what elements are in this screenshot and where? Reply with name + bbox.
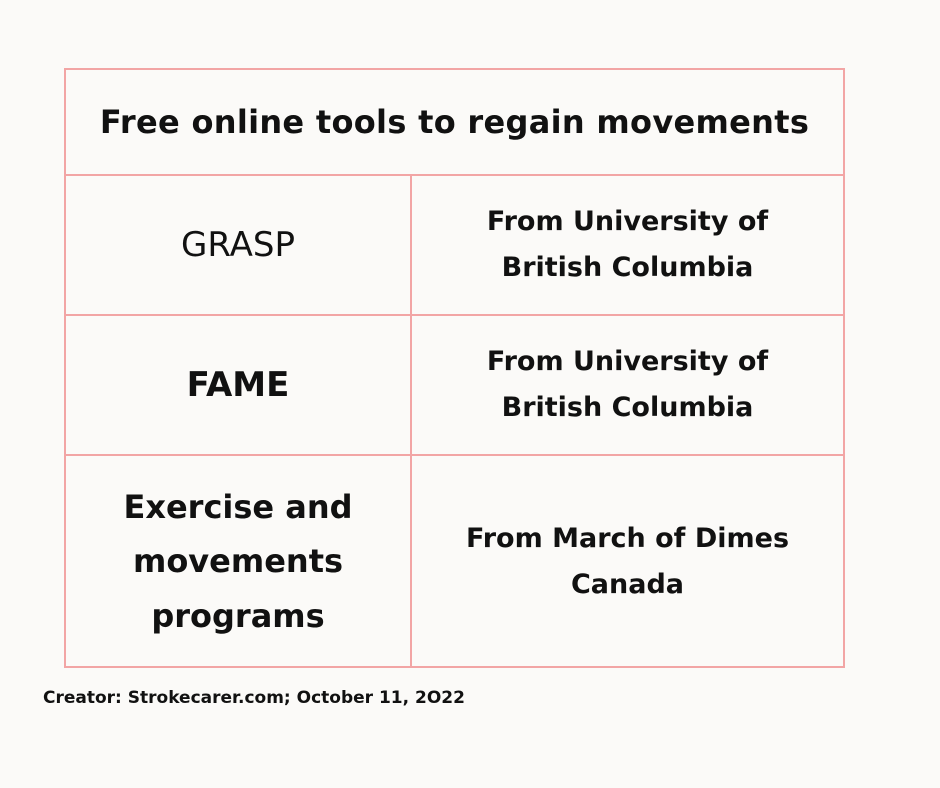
tool-name-cell (66, 315, 411, 455)
table-row (66, 315, 843, 455)
tools-table-container (64, 68, 845, 668)
tool-name-cell (66, 175, 411, 315)
creator-credit: Creator: Strokecarer.com; October 11, 2O22 (43, 688, 465, 708)
tool-name-cell (66, 455, 411, 667)
tools-table (66, 70, 843, 667)
source-line: British Columbia (501, 392, 754, 423)
table-title: Free online tools to regain movements (66, 70, 843, 175)
source-line: British Columbia (501, 252, 754, 283)
table-row (66, 175, 843, 315)
source-line: From University of (486, 206, 769, 238)
source-line: From March of Dimes (465, 522, 790, 554)
source-cell (411, 315, 843, 455)
source-cell (411, 175, 843, 315)
source-line: From University of (486, 346, 769, 378)
tool-name: FAME (186, 364, 290, 405)
table-row (66, 455, 843, 667)
tool-name-line: Exercise and (123, 487, 353, 526)
source-cell (411, 455, 843, 667)
tool-name: GRASP (181, 224, 295, 265)
source-line: Canada (570, 568, 685, 600)
tool-name-line: movements (132, 542, 344, 581)
tool-name-line: programs (151, 596, 325, 635)
